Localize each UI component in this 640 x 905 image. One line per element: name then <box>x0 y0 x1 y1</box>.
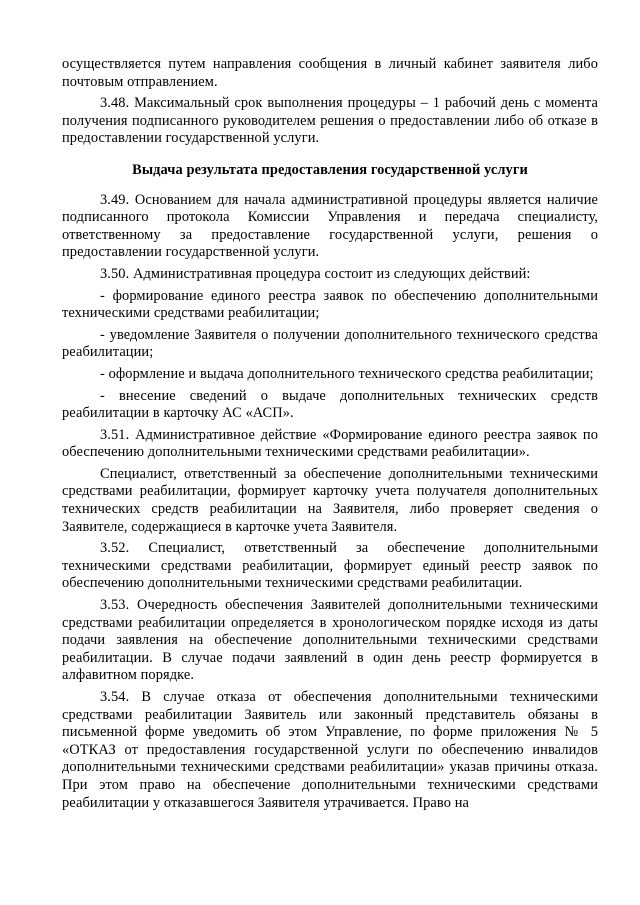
paragraph-3-51: 3.51. Административное действие «Формирование единого реестра заявок по обеспечению дополнительными техническими средствами реабилитации». <box>62 426 598 461</box>
paragraph-specialist: Специалист, ответственный за обеспечение дополнительными техническими средствами реабилитации, формирует карточку учета получателя дополнительных технических средств реабилитации на Заявителя, либо проверяет сведения о Заявителе, содержащиеся в карточке учета Заявителя. <box>62 465 598 535</box>
paragraph-3-48: 3.48. Максимальный срок выполнения процедуры – 1 рабочий день с момента получения подписанного руководителем решения о предоставлении либо об отказе в предоставлении государственной услуги. <box>62 95 598 147</box>
paragraph-3-52: 3.52. Специалист, ответственный за обеспечение дополнительными техническими средствами реабилитации, формирует единый реестр заявок по обеспечению дополнительными техническими средствами реабилитации. <box>62 540 598 592</box>
list-item-4: - внесение сведений о выдаче дополнительных технических средств реабилитации в карточку АС «АСП». <box>62 387 598 422</box>
paragraph-3-49: 3.49. Основанием для начала административной процедуры является наличие подписанного протокола Комиссии Управления и передача специалисту, ответственному за предоставление государственной услуги, решения о предоставлении государственной услуги. <box>62 191 598 261</box>
paragraph-3-54: 3.54. В случае отказа от обеспечения дополнительными техническими средствами реабилитации Заявитель или законный представитель обязаны в письменной форме уведомить об этом Управление, по форме приложения № 5 «ОТКАЗ от предоставления государственной услуги по обеспечению инвалидов дополнительными техническими средствами реабилитации» указав причины отказа. При этом право на обеспечение дополнительными техническими средствами реабилитации у отказавшегося Заявителя утрачивается. Право на <box>62 689 598 811</box>
document-page <box>62 56 598 812</box>
list-item-2: - уведомление Заявителя о получении дополнительного технического средства реабилитации; <box>62 326 598 361</box>
list-item-1: - формирование единого реестра заявок по обеспечению дополнительными техническими средствами реабилитации; <box>62 287 598 322</box>
paragraph-3-50: 3.50. Административная процедура состоит из следующих действий: <box>100 265 531 282</box>
paragraph-3-53: 3.53. Очередность обеспечения Заявителей дополнительными техническими средствами реабилитации определяется в хронологическом порядке исходя из даты подачи заявления на обеспечение дополнительными техническими средствами реабилитации. В случае подачи заявлений в один день реестр формируется в алфавитном порядке. <box>62 597 598 684</box>
paragraph-continuation: осуществляется путем направления сообщения в личный кабинет заявителя либо почтовым отправлением. <box>62 56 598 90</box>
section-heading: Выдача результата предоставления государственной услуги <box>132 161 528 178</box>
list-item-3: - оформление и выдача дополнительного технического средства реабилитации; <box>100 365 594 382</box>
